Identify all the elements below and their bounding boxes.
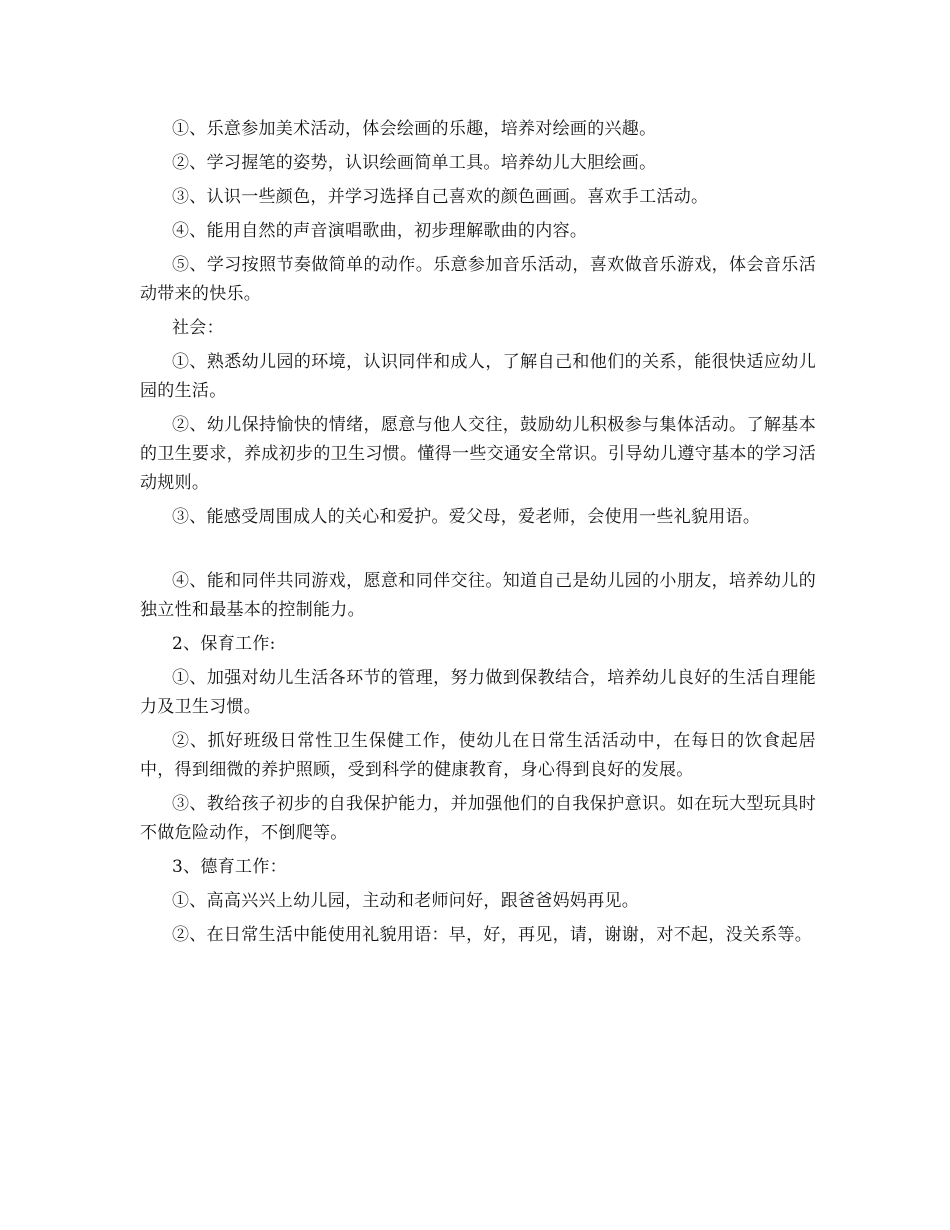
moral-goal-2: ②、在日常生活中能使用礼貌用语：早，好，再见，请，谢谢，对不起，没关系等。 bbox=[172, 925, 813, 945]
care-goal-1: ①、加强对幼儿生活各环节的管理，努力做到保教结合，培养幼儿良好的生活自理能力及卫生习惯。 bbox=[140, 668, 816, 717]
social-goal-1: ①、熟悉幼儿园的环境，认识同伴和成人，了解自己和他们的关系，能很快适应幼儿园的生活。 bbox=[140, 352, 816, 401]
music-goal-5: ⑤、学习按照节奏做简单的动作。乐意参加音乐活动，喜欢做音乐游戏，体会音乐活动带来的快乐。 bbox=[140, 255, 816, 304]
section-heading-social: 社会： bbox=[172, 318, 224, 338]
section-heading-care: 2、保育工作: bbox=[172, 634, 276, 654]
moral-goal-1: ①、高高兴兴上幼儿园，主动和老师问好，跟爸爸妈妈再见。 bbox=[172, 891, 640, 911]
section-heading-moral: 3、德育工作： bbox=[172, 857, 287, 877]
document-body bbox=[140, 115, 816, 955]
art-goal-1: ①、乐意参加美术活动，体会绘画的乐趣，培养对绘画的兴趣。 bbox=[172, 119, 657, 139]
art-goal-2: ②、学习握笔的姿势，认识绘画简单工具。培养幼儿大胆绘画。 bbox=[172, 153, 657, 173]
care-goal-3: ③、教给孩子初步的自我保护能力，并加强他们的自我保护意识。如在玩大型玩具时不做危险动作，不倒爬等。 bbox=[140, 794, 816, 843]
care-goal-2: ②、抓好班级日常性卫生保健工作，使幼儿在日常生活活动中，在每日的饮食起居中，得到细微的养护照顾，受到科学的健康教育，身心得到良好的发展。 bbox=[140, 731, 816, 780]
social-goal-2: ②、幼儿保持愉快的情绪，愿意与他人交往，鼓励幼儿积极参与集体活动。了解基本的卫生要求，养成初步的卫生习惯。懂得一些交通安全常识。引导幼儿遵守基本的学习活动规则。 bbox=[140, 415, 816, 493]
art-goal-3: ③、认识一些颜色，并学习选择自己喜欢的颜色画画。喜欢手工活动。 bbox=[172, 187, 709, 207]
music-goal-4: ④、能用自然的声音演唱歌曲，初步理解歌曲的内容。 bbox=[172, 221, 588, 241]
paragraph-gap bbox=[140, 537, 816, 567]
social-goal-4: ④、能和同伴共同游戏，愿意和同伴交往。知道自己是幼儿园的小朋友，培养幼儿的独立性和最基本的控制能力。 bbox=[140, 571, 816, 620]
social-goal-3: ③、能感受周围成人的关心和爱护。爱父母，爱老师，会使用一些礼貌用语。 bbox=[172, 507, 761, 527]
